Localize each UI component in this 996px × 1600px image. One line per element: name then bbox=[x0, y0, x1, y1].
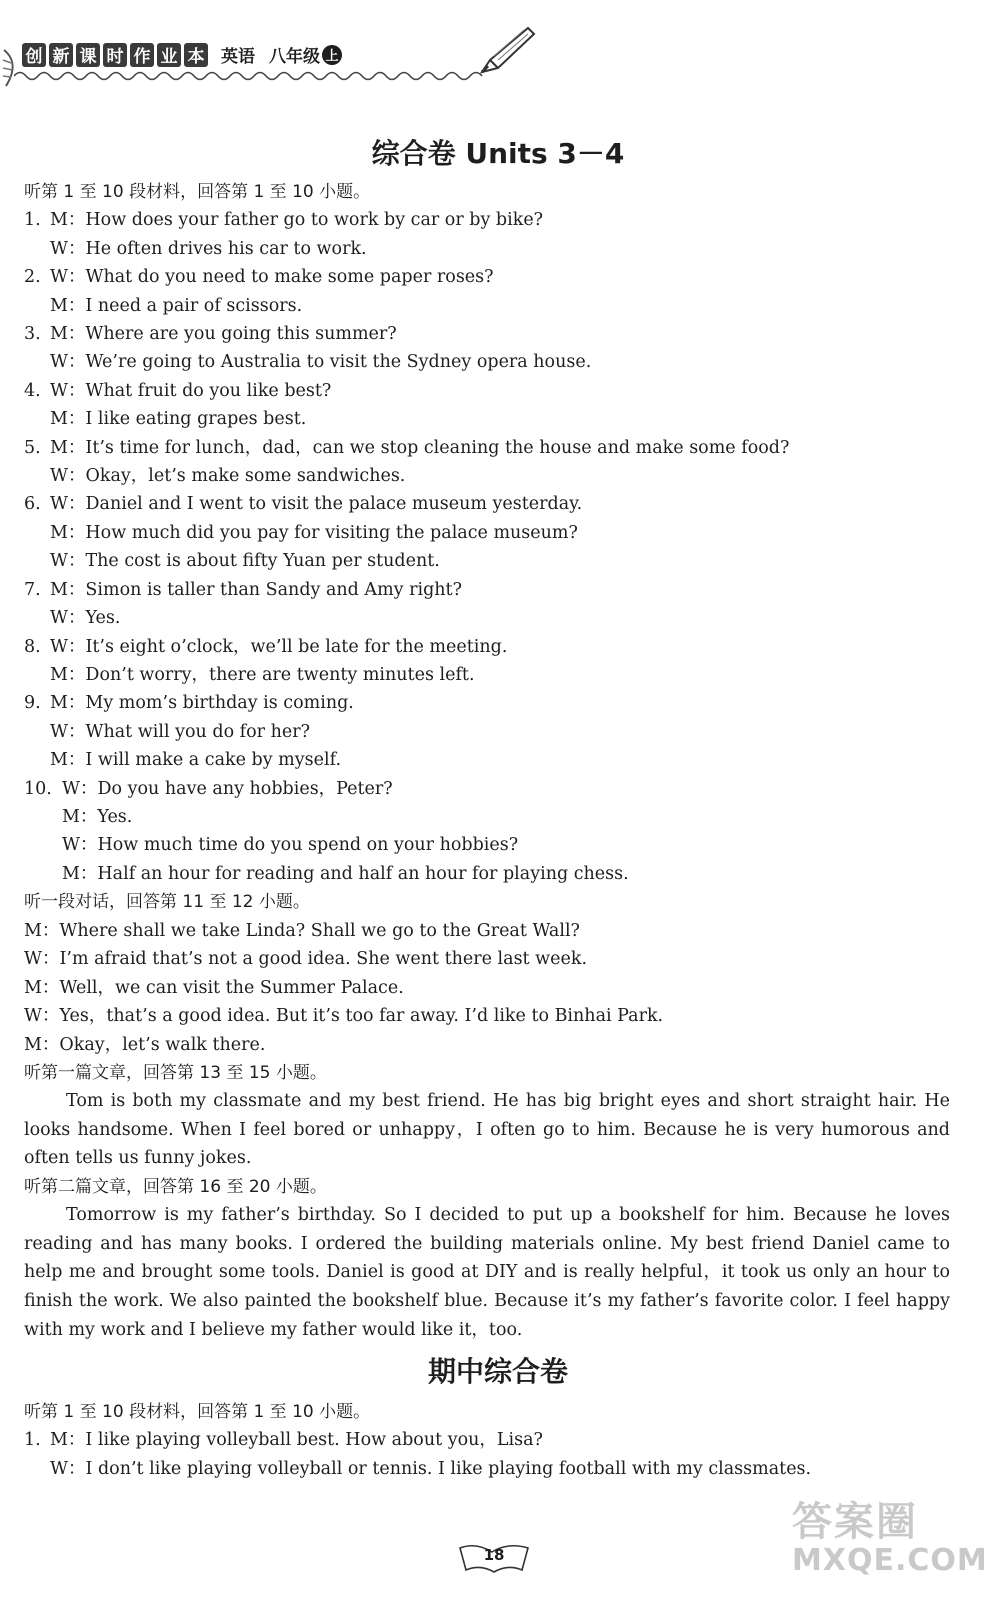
instruction-line: 听第 1 至 10 段材料，回答第 1 至 10 小题。 bbox=[24, 1402, 371, 1422]
question-number: 1. bbox=[24, 210, 41, 230]
dialogue-line: M：Yes. bbox=[62, 807, 133, 827]
section-title-midterm: 期中综合卷 bbox=[427, 1355, 568, 1388]
dialogue-line bbox=[24, 689, 354, 717]
question-number: 4. bbox=[24, 381, 41, 401]
dialogue-text: M：How does your father go to work by car or by bike? bbox=[50, 210, 544, 230]
dialogue-text: M：It’s time for lunch，dad，can we stop cleaning the house and make some food? bbox=[50, 438, 790, 458]
site-watermark bbox=[792, 1490, 988, 1578]
dialogue-text: W：Daniel and I went to visit the palace museum yesterday. bbox=[50, 494, 583, 514]
question-number: 2. bbox=[24, 267, 41, 287]
brand-char: 作 bbox=[130, 43, 154, 67]
dialogue-text: W：It’s eight o’clock，we’ll be late for the meeting. bbox=[50, 637, 508, 657]
wavy-divider-icon bbox=[14, 68, 484, 84]
dialogue-line: W：Yes. bbox=[50, 608, 121, 628]
instruction-line: 听第一篇文章，回答第 13 至 15 小题。 bbox=[24, 1063, 327, 1083]
dialogue-line: W：How much time do you spend on your hobbies? bbox=[62, 835, 519, 855]
watermark-en: MXQE.COM bbox=[792, 1543, 988, 1578]
dialogue-line bbox=[24, 576, 462, 604]
dialogue-line bbox=[24, 320, 397, 348]
dialogue-line: M：Half an hour for reading and half an hour for playing chess. bbox=[62, 864, 629, 884]
dialogue-line bbox=[24, 775, 393, 803]
page-header bbox=[0, 0, 996, 100]
conversation-line: W：I’m afraid that’s not a good idea. She went there last week. bbox=[24, 949, 588, 969]
dialogue-text: M：Where are you going this summer? bbox=[50, 324, 397, 344]
dialogue-line: W：What will you do for her? bbox=[50, 722, 310, 742]
conversation-line: W：Yes，that’s a good idea. But it’s too far away. I’d like to Binhai Park. bbox=[24, 1006, 664, 1026]
dialogue-text: W：Do you have any hobbies，Peter? bbox=[62, 779, 393, 799]
dialogue-line bbox=[24, 206, 543, 234]
question-number: 9. bbox=[24, 693, 41, 713]
dialogue-line: W：He often drives his car to work. bbox=[50, 239, 367, 259]
question-number: 6. bbox=[24, 494, 41, 514]
dialogue-text: W：What do you need to make some paper roses? bbox=[50, 267, 494, 287]
dialogue-line bbox=[24, 1426, 543, 1454]
brand-char: 新 bbox=[49, 43, 73, 67]
conversation-line: M：Okay，let’s walk there. bbox=[24, 1035, 266, 1055]
brand-char: 时 bbox=[103, 43, 127, 67]
brand-char: 业 bbox=[157, 43, 181, 67]
dialogue-line: W：I don’t like playing volleyball or tennis. I like playing football with my classmates. bbox=[50, 1459, 812, 1479]
dialogue-text: M：I like playing volleyball best. How about you，Lisa? bbox=[50, 1430, 543, 1450]
dialogue-line: M：I like eating grapes best. bbox=[50, 409, 307, 429]
dialogue-line: W：The cost is about fifty Yuan per student. bbox=[50, 551, 440, 571]
dialogue-line bbox=[24, 263, 494, 291]
dialogue-text: M：My mom’s birthday is coming. bbox=[50, 693, 354, 713]
passage-text: Tomorrow is my father’s birthday. So I decided to put up a bookshelf for him. Because he loves reading and has many books. I ordered the building materials online. My best friend Daniel came to help me and brought some tools. Daniel is good at DIY and is really helpful，it took us only an hour to finish the work. We also painted the bookshelf blue. Because it’s my father’s favorite color. I feel happy with my work and I believe my father would like it，too. bbox=[24, 1205, 950, 1340]
term-badge: 上 bbox=[322, 45, 342, 65]
passage-paragraph bbox=[24, 1201, 950, 1345]
question-number: 3. bbox=[24, 324, 41, 344]
dialogue-line: M：How much did you pay for visiting the palace museum? bbox=[50, 523, 578, 543]
question-number: 8. bbox=[24, 637, 41, 657]
dialogue-line: M：I will make a cake by myself. bbox=[50, 750, 342, 770]
subject-label: 英语 bbox=[221, 47, 255, 67]
section-title-units: 综合卷 Units 3－4 bbox=[371, 137, 625, 170]
dialogue-line: W：We’re going to Australia to visit the Sydney opera house. bbox=[50, 352, 592, 372]
watermark-cn: 答案圈 bbox=[792, 1499, 918, 1545]
question-number: 1. bbox=[24, 1430, 41, 1450]
instruction-line: 听第 1 至 10 段材料，回答第 1 至 10 小题。 bbox=[24, 182, 371, 202]
conversation-line: M：Where shall we take Linda? Shall we go to the Great Wall? bbox=[24, 921, 580, 941]
brand-char: 课 bbox=[76, 43, 100, 67]
passage-text: Tom is both my classmate and my best friend. He has big bright eyes and short straight hair. He looks handsome. When I feel bored or unhappy，I often go to him. Because he is very humorous and often tells us funny jokes. bbox=[24, 1091, 950, 1169]
series-brand bbox=[22, 42, 342, 67]
dialogue-line: M：I need a pair of scissors. bbox=[50, 296, 303, 316]
pen-icon bbox=[478, 24, 538, 76]
dialogue-line bbox=[24, 490, 582, 518]
question-number: 7. bbox=[24, 580, 41, 600]
passage-paragraph bbox=[24, 1087, 950, 1173]
brand-char: 创 bbox=[22, 43, 46, 67]
instruction-line: 听第二篇文章，回答第 16 至 20 小题。 bbox=[24, 1177, 327, 1197]
conversation-line: M：Well，we can visit the Summer Palace. bbox=[24, 978, 404, 998]
dialogue-line bbox=[24, 434, 789, 462]
grade-label: 八年级 bbox=[269, 47, 320, 67]
dialogue-text: W：What fruit do you like best? bbox=[50, 381, 332, 401]
page-number-ornament bbox=[454, 1540, 534, 1580]
question-number: 10. bbox=[24, 779, 52, 799]
dialogue-line: W：Okay，let’s make some sandwiches. bbox=[50, 466, 406, 486]
dialogue-text: M：Simon is taller than Sandy and Amy right? bbox=[50, 580, 462, 600]
dialogue-line bbox=[24, 377, 331, 405]
question-number: 5. bbox=[24, 438, 41, 458]
brand-char: 本 bbox=[184, 43, 208, 67]
instruction-line: 听一段对话，回答第 11 至 12 小题。 bbox=[24, 892, 310, 912]
dialogue-line bbox=[24, 633, 507, 661]
dialogue-line: M：Don’t worry，there are twenty minutes left. bbox=[50, 665, 475, 685]
page-number: 18 bbox=[483, 1546, 505, 1564]
